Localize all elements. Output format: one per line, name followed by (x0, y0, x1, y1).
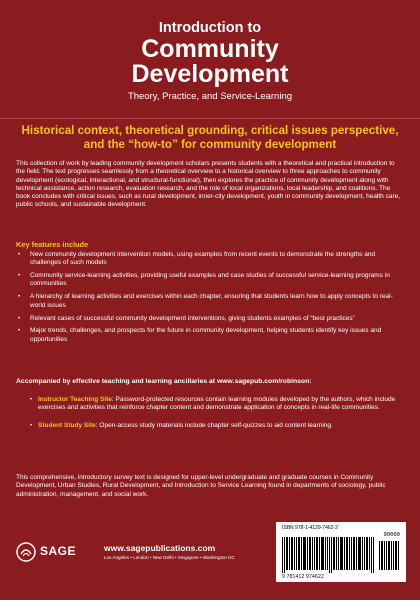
ancillaries-lead: Accompanied by effective teaching and learning ancillaries at www.sagepub.com/robinson: (16, 378, 312, 385)
publisher-name: SAGE (40, 544, 77, 558)
title-line-1: Introduction to (158, 20, 262, 36)
barcode-digits: 9 781412 974622 (282, 574, 324, 580)
publisher-cities: Los Angeles • London • New Delhi • Singapore • Washington DC (104, 555, 235, 560)
barcode-icon (282, 537, 400, 573)
closing-paragraph: This comprehensive, introductory survey text is designed for upper-level undergraduate and graduate courses in Community Development, Urban Studies, Rural Development, and Introduction to Service Learning found in departments of sociology, public administration, management, and social work. (16, 474, 386, 498)
list-item-text: A hierarchy of learning activities and exercises within each chapter, ensuring that students learn how to apply concepts to real-world issues (30, 293, 393, 309)
bullet-icon: • (18, 314, 21, 322)
list-item-text: New community development intervention models, using examples from recent events to demonstrate the strengths and challenges of such models (30, 251, 376, 267)
key-features-title: Key features include (16, 240, 89, 249)
student-site-item (30, 422, 400, 430)
isbn-text: ISBN 978-1-4129-7462-2 (282, 525, 338, 531)
cover-header (0, 20, 420, 103)
instructor-site-label: Instructor Teaching Site (38, 396, 112, 403)
list-item (16, 293, 396, 310)
price-code: 90000 (383, 532, 400, 538)
publisher-website[interactable]: www.sagepublications.com (104, 543, 216, 553)
instructor-site-text: : Password-protected resources contain learning modules developed by the authors, which include exercises and activities that reinforce chapter content and demonstrate application of concepts in real-life communities. (38, 396, 396, 412)
key-features-list (16, 251, 396, 349)
bullet-icon: • (18, 251, 21, 258)
intro-paragraph: This collection of work by leading community development scholars presents students with a theoretical and practical introduction to the field. The text progresses seamlessly from a theoretical overview to a historical overview to three approaches to community development (ecological, interactional, and structural-functional), then explores the practice of community development along with technical assistance, action research, evaluation research, and the role of local organizations, local leadership, and coalitions. The book concludes with critical issues, such as rural development, inner-city development, youth in community development, health care, public schools, and sustainable development. (16, 160, 401, 209)
bullet-icon: • (30, 396, 33, 403)
bullet-icon: • (18, 272, 21, 280)
bullet-icon: • (18, 293, 21, 301)
list-item-text: Major trends, challenges, and prospects for the future in community development, helping students identify key issues and opportunities (30, 327, 382, 343)
tagline: Historical context, theoretical grounding, critical issues perspective, and the “how-to” for community development (21, 124, 399, 151)
list-item-text: Relevant cases of successful community development interventions, giving students examples of “best practices” (30, 314, 355, 322)
header-divider (0, 118, 420, 119)
student-site-label: Student Study Site (38, 421, 96, 429)
list-item (16, 251, 396, 268)
list-item (16, 272, 396, 289)
bullet-icon: • (30, 421, 33, 429)
title-line-3: Development (131, 60, 289, 88)
subtitle: Theory, Practice, and Service-Learning (127, 91, 293, 102)
sage-logo-icon (16, 542, 36, 562)
list-item-text: Community service-learning activities, providing useful examples and case studies of successful service-learning programs in communities (30, 272, 390, 288)
title-line-2: Community (141, 35, 279, 63)
student-site-text: : Open-access study materials include chapter self-quizzes to aid content learning. (95, 421, 333, 429)
ancillary-sites (30, 396, 400, 430)
list-item (16, 315, 396, 323)
instructor-site-item (30, 396, 400, 413)
bullet-icon: • (18, 327, 21, 335)
list-item (16, 327, 396, 344)
barcode (276, 522, 406, 582)
